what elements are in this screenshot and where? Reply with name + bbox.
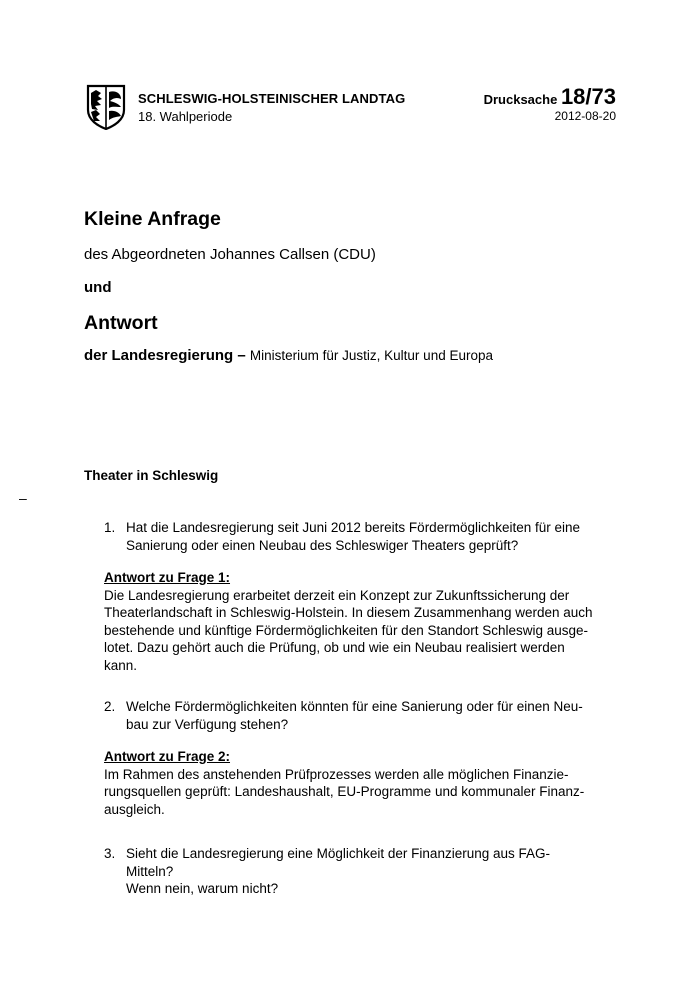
drucksache bbox=[484, 84, 616, 110]
heading-kleine-anfrage: Kleine Anfrage bbox=[84, 208, 221, 230]
topic-heading: Theater in Schleswig bbox=[84, 468, 219, 483]
question-3 bbox=[104, 845, 624, 898]
landesregierung-label: der Landesregierung – bbox=[84, 347, 246, 364]
answer-line: Im Rahmen des anstehenden Prüfprozesses werden alle möglichen Finanzie- bbox=[104, 766, 569, 782]
answer-line: Die Landesregierung erarbeitet derzeit ein Konzept zur Zukunftssicherung der bbox=[104, 587, 570, 603]
question-line: bau zur Verfügung stehen? bbox=[126, 716, 289, 732]
document-date: 2012-08-20 bbox=[554, 109, 616, 123]
drucksache-label: Drucksache bbox=[483, 92, 558, 107]
answer-line: ausgleich. bbox=[104, 801, 165, 817]
coat-of-arms-icon bbox=[86, 84, 126, 130]
question-1 bbox=[104, 519, 624, 554]
answer-2 bbox=[104, 748, 624, 818]
heading-antwort: Antwort bbox=[84, 312, 158, 334]
question-line: Wenn nein, warum nicht? bbox=[126, 881, 279, 896]
question-line: Welche Fördermöglichkeiten könnten für eine Sanierung oder für einen Neu- bbox=[126, 699, 583, 714]
answer-label: Antwort zu Frage 2: bbox=[104, 749, 231, 764]
question-line: Hat die Landesregierung seit Juni 2012 bereits Fördermöglichkeiten für eine bbox=[126, 520, 581, 535]
answer-line: kann. bbox=[104, 657, 138, 673]
answer-line: Theaterlandschaft in Schleswig-Holstein. In diesem Zusammenhang werden auch bbox=[104, 605, 593, 620]
ministry-name: Ministerium für Justiz, Kultur und Europa bbox=[249, 348, 493, 363]
question-2 bbox=[104, 698, 624, 733]
question-number: 1. bbox=[104, 520, 116, 535]
answer-1 bbox=[104, 569, 624, 674]
margin-dash: – bbox=[19, 490, 27, 506]
und-line: und bbox=[84, 279, 112, 296]
organization-name: SCHLESWIG-HOLSTEINISCHER LANDTAG bbox=[138, 91, 406, 106]
answer-label: Antwort zu Frage 1: bbox=[104, 570, 231, 585]
question-line: Mitteln? bbox=[126, 863, 174, 879]
answer-line: lotet. Dazu gehört auch die Prüfung, ob und wie ein Neubau realisiert werden bbox=[104, 640, 565, 655]
answer-line: bestehende und künftige Fördermöglichkeiten für den Standort Schleswig ausge- bbox=[104, 622, 589, 638]
respondent-line bbox=[84, 347, 493, 364]
question-line: Sanierung oder einen Neubau des Schleswiger Theaters geprüft? bbox=[126, 537, 519, 553]
author-line: des Abgeordneten Johannes Callsen (CDU) bbox=[84, 246, 376, 263]
question-line: Sieht die Landesregierung eine Möglichkeit der Finanzierung aus FAG- bbox=[126, 846, 550, 861]
drucksache-number: 18/73 bbox=[560, 84, 616, 109]
legislative-period: 18. Wahlperiode bbox=[138, 109, 233, 124]
question-number: 3. bbox=[104, 846, 116, 861]
answer-line: rungsquellen geprüft: Landeshaushalt, EU-Programme und kommunaler Finanz- bbox=[104, 784, 585, 799]
question-number: 2. bbox=[104, 699, 116, 714]
